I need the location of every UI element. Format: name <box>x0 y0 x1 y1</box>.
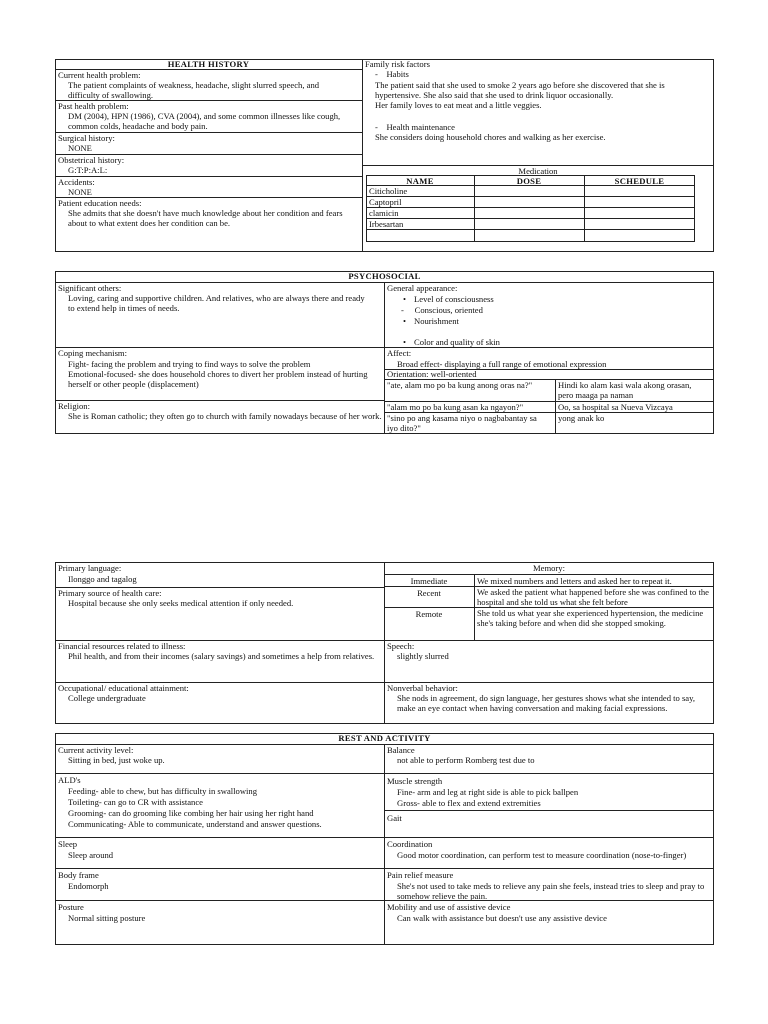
coping-text-1: Fight- facing the problem and trying to find ways to solve the problem <box>68 359 311 369</box>
obstetrical-label: Obstetrical history: <box>58 155 125 165</box>
pain-label: Pain relief measure <box>387 870 454 880</box>
affect-label: Affect: <box>387 348 412 358</box>
speech-text: slightly slurred <box>397 651 449 661</box>
posture-label: Posture <box>58 902 84 912</box>
balance-text: not able to perform Romberg test due to <box>397 755 535 765</box>
frame-text: Endomorph <box>68 881 109 891</box>
muscle-item: Gross- able to flex and extend extremities <box>397 798 541 808</box>
adl-item: Feeding- able to chew, but has difficulty in swallowing <box>68 786 258 796</box>
medication-name: Irbesartan <box>369 219 404 229</box>
memory-remote-text: She told us what year she experienced hypertension, the medicine she's taking before and when did she stopped smoking. <box>477 608 704 628</box>
muscle-label: Muscle strength <box>387 776 443 786</box>
habits-label: - Habits <box>375 69 409 79</box>
family-risk-label: Family risk factors <box>365 59 430 69</box>
activity-text: Sitting in bed, just woke up. <box>68 755 165 765</box>
medication-name: Citicholine <box>369 186 408 196</box>
source-text: Hospital because she only seeks medical attention if only needed. <box>68 598 294 608</box>
education-text: She admits that she doesn't have much knowledge about her condition and fears about to what extent does her condition can be. <box>68 208 343 228</box>
occupation-text: College undergraduate <box>68 693 146 703</box>
appearance-item: • Color and quality of skin <box>414 337 500 347</box>
financial-label: Financial resources related to illness: <box>58 641 186 651</box>
mobility-text: Can walk with assistance but doesn't use any assistive device <box>397 913 607 923</box>
coping-label: Coping mechanism: <box>58 348 127 358</box>
appearance-item: • Nourishment <box>414 316 459 326</box>
appearance-item: - Conscious, oriented <box>401 305 483 315</box>
accidents-label: Accidents: <box>58 177 95 187</box>
memory-recent-label: Recent <box>417 588 441 598</box>
coordination-label: Coordination <box>387 839 433 849</box>
orientation-answer: yong anak ko <box>558 413 605 423</box>
language-text: Ilonggo and tagalog <box>68 574 137 584</box>
adl-item: Toileting- can go to CR with assistance <box>68 797 203 807</box>
financial-text: Phil health, and from their incomes (salary savings) and sometimes a help from relatives. <box>68 651 375 661</box>
muscle-item: Fine- arm and leg at right side is able to pick ballpen <box>397 787 579 797</box>
medication-col-name: NAME <box>406 176 434 186</box>
occupation-label: Occupational/ educational attainment: <box>58 683 189 693</box>
appearance-item: • Level of consciousness <box>414 294 494 304</box>
past-problem-text: DM (2004), HPN (1986), CVA (2004), and some common illnesses like cough, common colds, headache and body pain. <box>68 111 341 131</box>
rest-activity-title: REST AND ACTIVITY <box>338 733 431 743</box>
maintenance-label: - Health maintenance <box>375 122 455 132</box>
education-label: Patient education needs: <box>58 198 142 208</box>
surgical-text: NONE <box>68 143 92 153</box>
balance-label: Balance <box>387 745 415 755</box>
orientation-question: "ate, alam mo po ba kung anong oras na?" <box>387 380 533 390</box>
adl-item: Grooming- can do grooming like combing her hair using her right hand <box>68 808 314 818</box>
habits-text-1: The patient said that she used to smoke 2 years ago before she discovered that she is hypertensive. She also said that she used to drink liquor occasionally. <box>375 80 665 100</box>
coping-text-2: Emotional-focused- she does household chores to divert her problem instead of hurting herself or other people (displacement) <box>68 369 368 389</box>
orientation-answer: Oo, sa hospital sa Nueva Vizcaya <box>558 402 673 412</box>
language-label: Primary language: <box>58 563 122 573</box>
source-label: Primary source of health care: <box>58 588 162 598</box>
current-problem-text: The patient complaints of weakness, headache, slight slurred speech, and difficulty of swallowing. <box>68 80 320 100</box>
orientation-question: "sino po ang kasama niyo o nagbabantay sa iyo dito?" <box>387 413 537 433</box>
gait-label: Gait <box>387 813 402 823</box>
accidents-text: NONE <box>68 187 92 197</box>
medication-title: Medication <box>518 166 558 176</box>
frame-label: Body frame <box>58 870 99 880</box>
memory-immediate-label: Immediate <box>410 576 448 586</box>
adl-item: Communicating- Able to communicate, understand and answer questions. <box>68 819 322 829</box>
others-text: Loving, caring and supportive children. And relatives, who are always there and ready to extend help in times of needs. <box>68 293 365 313</box>
orientation-answer: Hindi ko alam kasi wala akong orasan, pero maaga pa naman <box>558 380 692 400</box>
speech-label: Speech: <box>387 641 415 651</box>
medication-col-dose: DOSE <box>516 176 542 186</box>
current-problem-label: Current health problem: <box>58 70 141 80</box>
memory-title: Memory: <box>533 563 565 573</box>
posture-text: Normal sitting posture <box>68 913 146 923</box>
appearance-label: General appearance: <box>387 283 458 293</box>
memory-immediate-text: We mixed numbers and letters and asked her to repeat it. <box>477 576 672 586</box>
medication-col-schedule: SCHEDULE <box>614 176 665 186</box>
surgical-label: Surgical history: <box>58 133 115 143</box>
mobility-label: Mobility and use of assistive device <box>387 902 511 912</box>
others-label: Significant others: <box>58 283 122 293</box>
pain-text: She's not used to take meds to relieve any pain she feels, instead tries to sleep and pray to somehow relieve the pain. <box>397 881 705 901</box>
nonverbal-label: Nonverbal behavior: <box>387 683 458 693</box>
religion-text: She is Roman catholic; they often go to church with family nowadays because of her work. <box>68 411 382 421</box>
sleep-text: Sleep around <box>68 850 114 860</box>
orientation-question: "alam mo po ba kung asan ka ngayon?" <box>387 402 524 412</box>
nonverbal-text: She nods in agreement, do sign language, her gestures shows what she intended to say, make an eye contact when having conversation and making facial expressions. <box>397 693 696 713</box>
medication-name: Captopril <box>369 197 402 207</box>
religion-label: Religion: <box>58 401 90 411</box>
adl-label: ALD's <box>58 775 81 785</box>
obstetrical-text: G:T:P:A:L: <box>68 165 108 175</box>
habits-text-2: Her family loves to eat meat and a little veggies. <box>375 100 542 110</box>
memory-recent-text: We asked the patient what happened before she was confined to the hospital and she told us what she felt before <box>477 587 709 607</box>
psychosocial-title: PSYCHOSOCIAL <box>348 271 421 281</box>
coordination-text: Good motor coordination, can perform test to measure coordination (nose-to-finger) <box>397 850 687 860</box>
activity-label: Current activity level: <box>58 745 134 755</box>
affect-text: Broad effect- displaying a full range of emotional expression <box>397 359 607 369</box>
orientation-label: Orientation: well-oriented <box>387 369 477 379</box>
sleep-label: Sleep <box>58 839 78 849</box>
past-problem-label: Past health problem: <box>58 101 129 111</box>
medication-name: clamicin <box>369 208 399 218</box>
memory-remote-label: Remote <box>415 609 443 619</box>
health-history-title: HEALTH HISTORY <box>167 59 250 69</box>
maintenance-text: She considers doing household chores and walking as her exercise. <box>375 132 606 142</box>
